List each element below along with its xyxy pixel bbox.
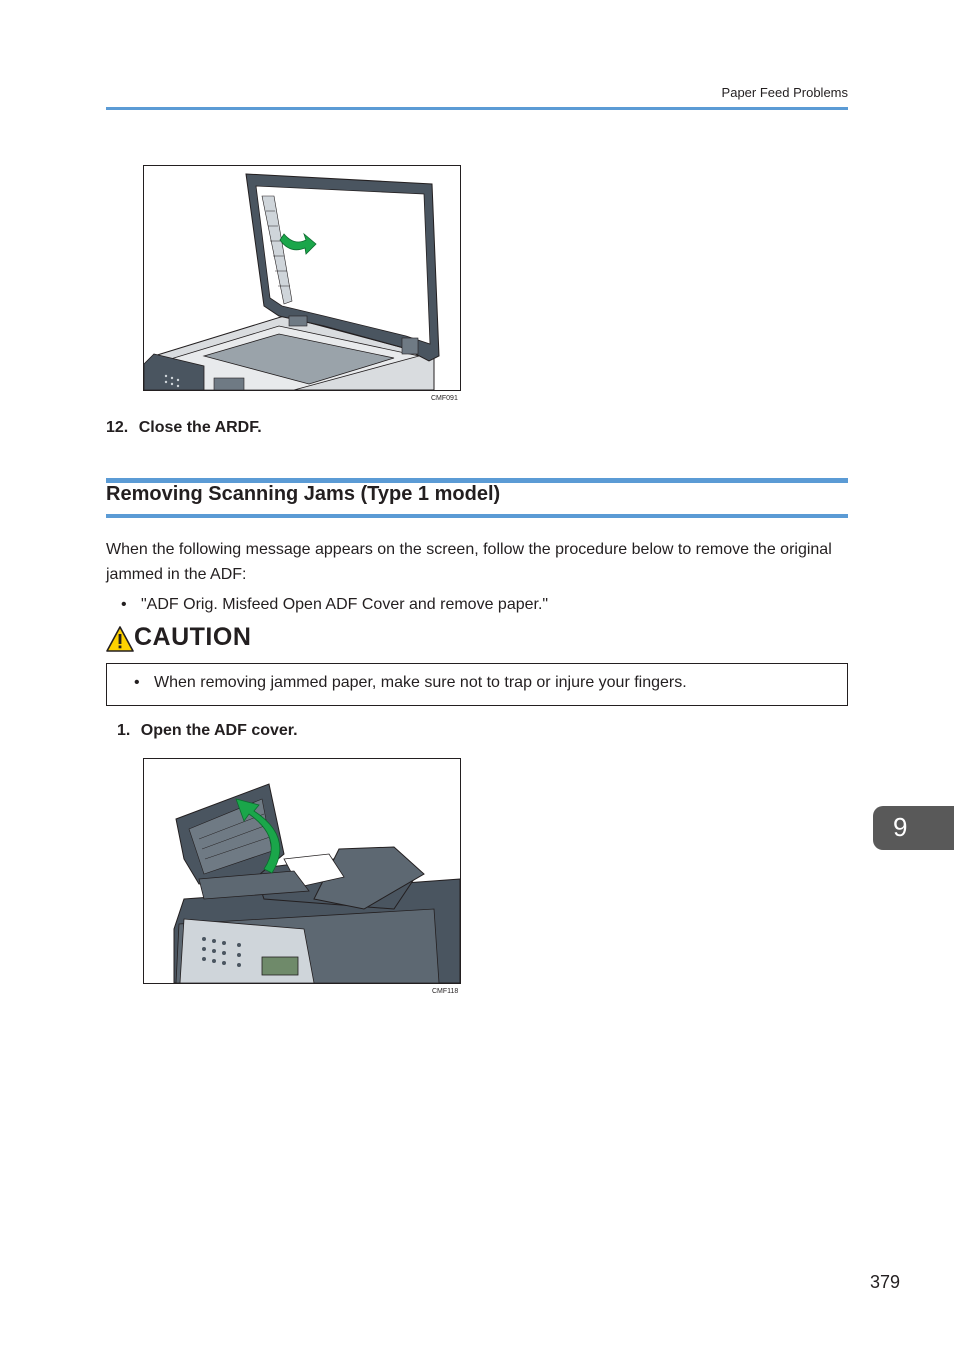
chapter-tab (873, 806, 954, 850)
step-1 (117, 722, 298, 740)
step-text: Open the ADF cover. (140, 722, 298, 739)
step-number: 12. (106, 419, 129, 436)
caution-label: CAUTION (134, 623, 252, 651)
figure-code: CMF118 (432, 988, 459, 995)
header-rule (106, 107, 848, 110)
caution-text: When removing jammed paper, make sure not to trap or injure your fingers. (154, 674, 687, 691)
figure-code: CMF091 (431, 395, 458, 402)
printer-illustration-adf (144, 759, 460, 983)
figure-ardf-open (143, 165, 461, 391)
section-rule-bottom (106, 514, 848, 518)
section-title: Removing Scanning Jams (Type 1 model) (106, 483, 501, 505)
bullet-dot: • (134, 674, 140, 691)
running-header: Paper Feed Problems (721, 85, 848, 100)
printer-illustration-ardf (144, 166, 460, 390)
figure-adf-cover-open (143, 758, 461, 984)
caution-item (134, 674, 687, 692)
page-number: 379 (869, 1272, 900, 1292)
message-bullet (121, 596, 548, 614)
warning-triangle-icon (106, 626, 134, 652)
bullet-text: "ADF Orig. Misfeed Open ADF Cover and remove paper." (141, 596, 549, 613)
step-number: 1. (117, 722, 131, 739)
step-text: Close the ARDF. (138, 419, 262, 436)
bullet-dot: • (121, 596, 127, 613)
chapter-number: 9 (893, 812, 908, 842)
intro-paragraph: When the following message appears on the screen, follow the procedure below to remove the original jammed in the ADF: (106, 541, 832, 583)
step-12 (106, 419, 262, 437)
